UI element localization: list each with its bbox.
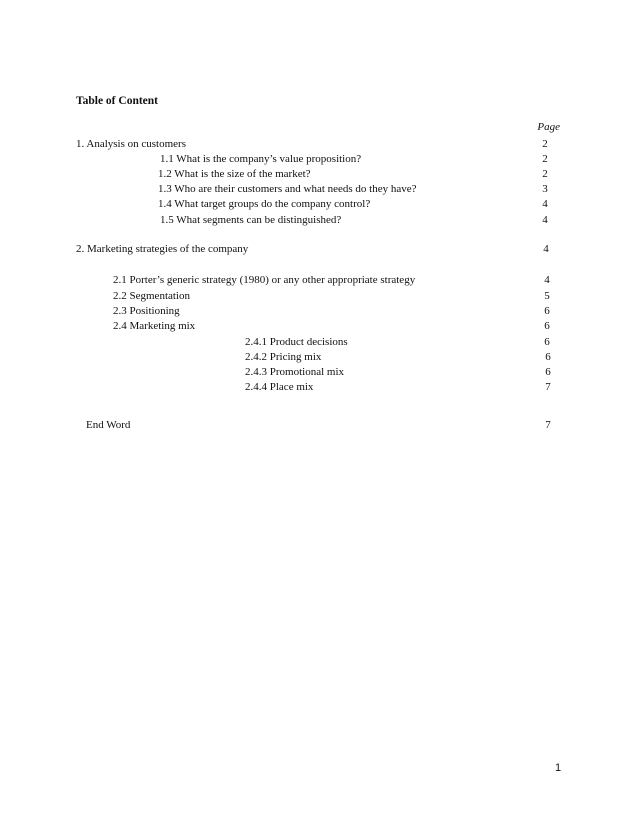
- toc-entry-1-5: 1.5 What segments can be distinguished?: [160, 214, 342, 226]
- toc-entry-2-4-1: 2.4.1 Product decisions: [245, 336, 348, 348]
- toc-page-2-4-3: 6: [545, 366, 551, 378]
- toc-page-1-5: 4: [542, 214, 548, 226]
- toc-entry-2-4-2: 2.4.2 Pricing mix: [245, 351, 322, 363]
- toc-page-end-word: 7: [545, 419, 551, 431]
- toc-page-2-4-1: 6: [544, 336, 550, 348]
- toc-entry-2-4: 2.4 Marketing mix: [113, 320, 196, 332]
- toc-entry-2-3: 2.3 Positioning: [113, 305, 180, 317]
- toc-page-1-4: 4: [542, 198, 548, 210]
- toc-page-1-2: 2: [542, 168, 548, 180]
- toc-page-2-4-2: 6: [545, 351, 551, 363]
- toc-page-2-4-4: 7: [545, 381, 551, 393]
- toc-entry-2: 2. Marketing strategies of the company: [76, 243, 249, 255]
- toc-page-2-2: 5: [544, 290, 550, 302]
- toc-entry-1-4: 1.4 What target groups do the company control?: [158, 198, 371, 210]
- document-title: Table of Content: [76, 95, 158, 107]
- toc-page-2-1: 4: [544, 274, 550, 286]
- toc-entry-1-2: 1.2 What is the size of the market?: [158, 168, 311, 180]
- toc-page-1-1: 2: [542, 153, 548, 165]
- toc-page-1-3: 3: [542, 183, 548, 195]
- toc-entry-1-3: 1.3 Who are their customers and what needs do they have?: [158, 183, 417, 195]
- toc-entry-2-4-3: 2.4.3 Promotional mix: [245, 366, 344, 378]
- footer-page-number: 1: [555, 762, 562, 774]
- toc-entry-1-1: 1.1 What is the company’s value proposition?: [160, 153, 362, 165]
- toc-entry-2-4-4: 2.4.4 Place mix: [245, 381, 314, 393]
- toc-page-2-3: 6: [544, 305, 550, 317]
- toc-page-1: 2: [542, 138, 548, 150]
- toc-entry-2-2: 2.2 Segmentation: [113, 290, 190, 302]
- page-column-heading: Page: [537, 121, 560, 133]
- toc-page-2-4: 6: [544, 320, 550, 332]
- toc-entry-end-word: End Word: [86, 419, 131, 431]
- toc-page-2: 4: [543, 243, 549, 255]
- toc-entry-1: 1. Analysis on customers: [76, 138, 186, 150]
- toc-entry-2-1: 2.1 Porter’s generic strategy (1980) or any other appropriate strategy: [113, 274, 416, 286]
